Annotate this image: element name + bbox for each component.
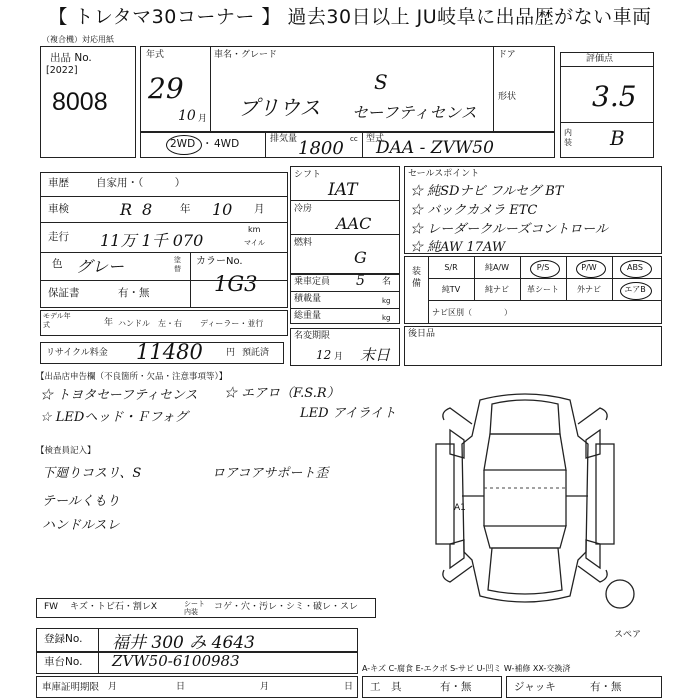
aircon-label: 冷房 (294, 204, 313, 214)
damage-legend: A-キズ C-腐食 E-エクボ S-サビ U-凹ミ W-補修 XX-交換済 (362, 664, 571, 673)
recycle-unit: 円 (226, 348, 236, 358)
shift-value: IAT (328, 180, 358, 200)
lot-label: 出品 No. (50, 52, 92, 64)
load-unit: kg (382, 297, 391, 305)
equip-leather: 革シート (527, 285, 559, 294)
nameplate-tail: 末日 (360, 346, 391, 364)
fuel-label: 燃料 (294, 238, 313, 248)
seller-notes-label: 【出品店申告欄（不良箇所・欠品・注意事項等）】 (36, 372, 228, 382)
car-windshield (484, 434, 566, 470)
afterparts-box (404, 326, 662, 366)
tools-label: 工 具 (370, 681, 402, 693)
registration-label: 登録No. (44, 633, 83, 645)
recycle-label: リサイクル料金 (46, 348, 108, 358)
inspector-note-2: ロアコアサポート歪 (212, 466, 329, 481)
cert-month-1: 月 (108, 682, 118, 692)
sales-point-1: ☆ 純SDナビ フルセグ BT (410, 184, 564, 199)
registration-value: 福井 300 み 4643 (112, 633, 255, 653)
banner-title: 【 トレタマ30コーナー 】 過去30日以上 JU岐阜に出品歴がない車両 (48, 6, 652, 28)
color-code: 1G3 (214, 272, 258, 296)
warranty-label: 保証書 (48, 287, 80, 299)
car-hood (490, 400, 560, 434)
history-value: 自家用・（ ） (96, 177, 186, 189)
year-month: 10 (178, 108, 196, 124)
displacement-label: 排気量 (270, 134, 298, 144)
color-code-label: カラーNo. (196, 256, 243, 267)
equip-sr: S/R (444, 263, 458, 272)
year-month-unit: 月 (198, 114, 208, 124)
interior-value: B (610, 126, 625, 150)
equip-aw: 純A/W (484, 263, 510, 272)
door-label: ドア (498, 50, 516, 60)
mileage-unit-mile: マイル (244, 239, 265, 247)
drive-4wd: 4WD (214, 138, 240, 150)
interior-damage-types: コゲ・穴・汚レ・シミ・破レ・スレ (214, 602, 359, 612)
right-rear-fender (578, 566, 607, 582)
nameplate-value: 12 (316, 348, 332, 362)
drive-sep: ・ (202, 138, 213, 150)
car-rear-glass (484, 526, 566, 548)
recycle-note: 預託済 (242, 348, 270, 358)
inspector-label: 【検査員記入】 (36, 446, 96, 456)
chassis-value: ZVW50-6100983 (112, 652, 240, 670)
tools-value: 有・無 (440, 681, 472, 693)
drive-2wd: 2WD (170, 138, 196, 150)
score-label: 評価点 (586, 54, 614, 64)
right-side-panel (596, 444, 614, 544)
mileage-value: 11万 1千 070 (100, 231, 204, 250)
car-trunk (488, 548, 562, 594)
score-value: 3.5 (592, 80, 637, 113)
inspector-note-1: 下廻りコスリ、S (42, 466, 142, 481)
seller-note-3: ☆ LEDヘッド・Ｆフォグ (40, 410, 188, 425)
load-label: 積載量 (294, 294, 322, 304)
seller-note-2: ☆ エアロ（F.S.R） (224, 386, 340, 401)
warranty-value: 有・無 (118, 287, 150, 299)
equip-navi: 純ナビ (485, 285, 509, 294)
inspector-note-3: テールくもり (42, 494, 120, 509)
equip-abs-circle (620, 260, 652, 278)
color-label: 色 (52, 258, 63, 270)
afterparts-label: 後日品 (408, 329, 436, 339)
model-grade: セーフティセンス (352, 103, 477, 122)
gross-label: 総重量 (294, 311, 322, 321)
left-rear-fender (443, 566, 472, 582)
subnote: （複合機）対応用紙 (42, 35, 114, 44)
inspection-year-unit: 年 (180, 203, 191, 215)
lot-year-tag: [2022] (46, 65, 78, 76)
right-front-fender (578, 408, 607, 424)
jack-label: ジャッキ (514, 681, 556, 693)
jack-value: 有・無 (590, 681, 622, 693)
navi-type: ナビ区別（ ） (432, 308, 512, 317)
inspection-month-unit: 月 (254, 203, 265, 215)
sales-point-4: ☆ 純AW 17AW (410, 240, 506, 255)
seller-note-4: LED アイライト (300, 406, 397, 421)
mileage-label: 走行 (48, 231, 69, 243)
gross-unit: kg (382, 314, 391, 322)
model-name: プリウス (238, 96, 321, 120)
spare-tire (606, 580, 634, 608)
inspection-year: 8 (142, 200, 153, 219)
year-value: 29 (148, 72, 184, 105)
color-repaint-label: 塗替 (174, 256, 181, 273)
equip-ps: P/S (536, 263, 550, 272)
displacement-unit: cc (350, 135, 358, 143)
color-value: グレー (76, 257, 125, 276)
lot-number: 8008 (52, 88, 108, 116)
spare-label: スペア (614, 630, 642, 640)
recycle-value: 11480 (136, 340, 203, 364)
equip-ps-circle (530, 260, 560, 278)
fuel-value: G (354, 248, 367, 267)
equipment-label: 装備 (412, 267, 422, 289)
model-year-label: モデル年式 (43, 312, 71, 329)
equip-airbag: エアB (624, 285, 646, 294)
equip-ext-navi: 外ナビ (577, 285, 601, 294)
equip-pw-circle (576, 260, 606, 278)
capacity-unit: 名 (382, 277, 392, 287)
aircon-value: AAC (336, 214, 372, 233)
cert-month-2: 月 (260, 682, 270, 692)
seller-note-1: ☆ トヨタセーフティセンス (40, 388, 198, 403)
history-label: 車歴 (48, 177, 69, 189)
year-label: 年式 (146, 50, 165, 60)
handle-side: ハンドル 左・右 (118, 319, 182, 328)
inspection-label: 車検 (48, 203, 69, 215)
exterior-damage-types: キズ・トビ石・割レX (70, 602, 157, 612)
fw-label: FW (44, 602, 59, 612)
equip-airbag-circle (620, 282, 652, 300)
model-grade-s: S (374, 70, 388, 94)
equip-abs: ABS (627, 263, 643, 272)
car-body-outline (462, 394, 588, 602)
sales-point-2: ☆ バックカメラ ETC (410, 203, 538, 218)
nameplate-unit: 月 (334, 352, 344, 362)
type-value: DAA - ZVW50 (376, 138, 494, 158)
diagram-mark-a1: A1 (454, 503, 466, 513)
sales-point-3: ☆ レーダークルーズコントロール (410, 222, 608, 237)
car-damage-diagram (410, 384, 640, 614)
nameplate-label: 名変期限 (294, 331, 331, 341)
dealer-type: ディーラー・並行 (200, 319, 264, 328)
inspector-note-4: ハンドルスレ (42, 518, 120, 533)
model-label: 車名・グレード (214, 50, 278, 60)
displacement-value: 1800 (298, 138, 344, 159)
left-side-panel (436, 444, 454, 544)
seat-interior-label: シート内装 (184, 600, 205, 616)
type-label: 型式 (366, 134, 385, 144)
left-front-fender (443, 408, 472, 424)
inspection-era: R (120, 200, 133, 219)
garage-cert-label: 車庫証明期限 (42, 682, 100, 693)
cert-day-1: 日 (176, 682, 186, 692)
shift-label: シフト (294, 170, 322, 180)
chassis-label: 車台No. (44, 656, 83, 668)
equip-pw: P/W (581, 263, 597, 272)
model-year-unit: 年 (104, 318, 114, 328)
sales-points-label: セールスポイント (408, 169, 480, 179)
equip-tv: 純TV (441, 285, 461, 294)
cert-day-2: 日 (344, 682, 354, 692)
door-shape-label: 形状 (498, 92, 517, 102)
capacity-value: 5 (356, 273, 365, 289)
capacity-label: 乗車定員 (294, 277, 331, 287)
interior-label: 内装 (564, 128, 572, 147)
inspection-month: 10 (212, 200, 233, 219)
mileage-unit-km: km (248, 225, 261, 234)
